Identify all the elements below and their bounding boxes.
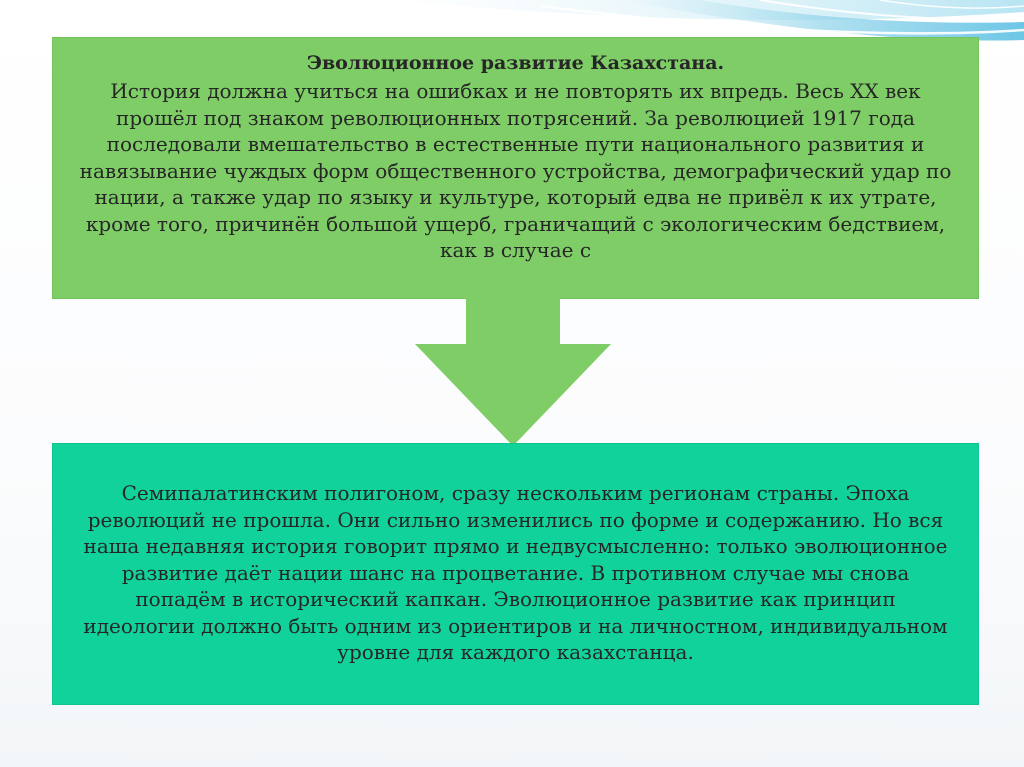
top-box-text: История должна учиться на ошибках и не повторять их впредь. Весь XX век прошёл под знаком революционных потрясений. За революцией 1917 года последовали вмешательство в естественные пути национального развития и навязывание чуждых форм общественного устройства, демографический удар по нации, а также удар по языку и культуре, который едва не привёл к их утрате, кроме того, причинён большой ущерб, граничащий с экологическим бедствием, как в случае с <box>79 79 952 262</box>
box-title: Эволюционное развитие Казахстана. <box>306 52 725 74</box>
down-arrow-icon <box>415 298 611 446</box>
top-text-box <box>52 37 979 299</box>
bottom-text-box <box>52 443 979 705</box>
bottom-box-text: Семипалатинским полигоном, сразу нескольким регионам страны. Эпоха революций не прошла. Они сильно изменились по форме и содержанию. Но вся наша недавняя история говорит прямо и недвусмысленно: только эволюционное развитие даёт нации шанс на процветание. В противном случае мы снова попадём в исторический капкан. Эволюционное развитие как принцип идеологии должно быть одним из ориентиров и на личностном, индивидуальном уровне для каждого казахстанца. <box>83 481 948 664</box>
